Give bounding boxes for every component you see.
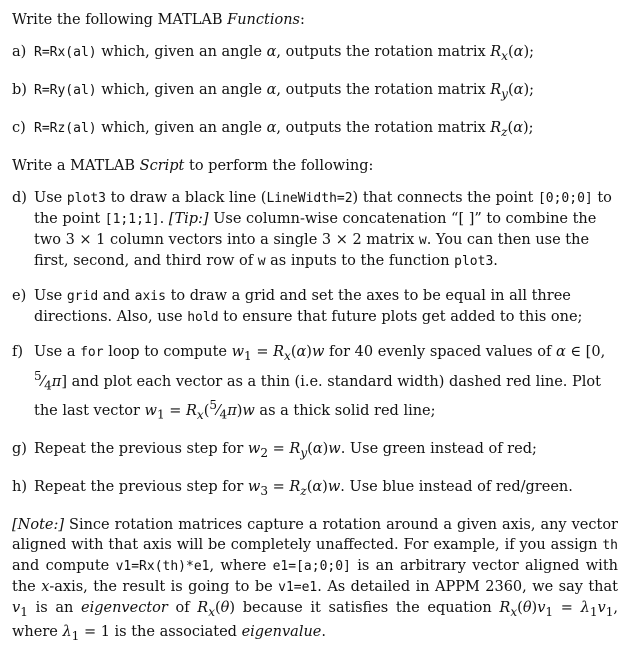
item-h bbox=[12, 477, 618, 501]
item-e-text: Use grid and axis to draw a grid and set the axes to be equal in all three directions. Also, use hold to ensure that future plots get added to this one; bbox=[34, 287, 583, 325]
item-label: e) bbox=[12, 287, 27, 304]
function-a bbox=[12, 42, 618, 66]
function-b bbox=[12, 80, 618, 104]
item-f-text: Use a for loop to compute $w_1 = R_x(\alpha)w$ for 40 evenly spaced values of α ∈ [0, $^5⁄_4\pi$] and plot each vector as a thin (i.e. standard width) dashed red line. Plot the last vector $w_1$ = $R_x(^5⁄_4\pi)w$ as a thick solid red line; bbox=[34, 343, 606, 422]
item-label: g) bbox=[12, 441, 27, 457]
note-paragraph: [Note:] Since rotation matrices capture a rotation around a given axis, any vector aligned with that axis will be completely unaffected. For example, if you assign th and compute v1=Rx(th)*e1, where e1=[a;0;0] is an arbitrary vector aligned with the x-axis, the result is going to be v1=e1. As detailed in APPM 2360, we say that $v_1$ is an eigenvector of $R_x(\theta)$ because it satisfies the equation $R_x(\theta)v_1 = \lambda_1v_1$, where $\lambda_1 = 1$ is the associated eigenvalue. bbox=[12, 516, 619, 643]
function-c-text: R=Rz(al) which, given an angle α, outputs the rotation matrix $R_z(\alpha)$; bbox=[34, 119, 534, 139]
item-label: b) bbox=[12, 81, 27, 98]
item-label: a) bbox=[12, 44, 27, 60]
item-label: f) bbox=[12, 343, 24, 360]
item-h-text: Repeat the previous step for $w_3 = R_z(\alpha)w$. Use blue instead of red/green. bbox=[34, 478, 573, 498]
item-d bbox=[12, 188, 618, 272]
function-a-text: R=Rx(al) which, given an angle α, outputs the rotation matrix $R_x(\alpha)$; bbox=[34, 44, 534, 63]
item-label: d) bbox=[12, 189, 27, 206]
item-f bbox=[12, 342, 618, 425]
item-d-text: Use plot3 to draw a black line (LineWidth=2) that connects the point [0;0;0] to the point [1;1;1]. [Tip:] Use column-wise concatenation “[ ]” to combine the two 3 × 1 column vectors into a single 3 × 2 matrix w. You can then use the first, second, and third row of w as inputs to the function plot3. bbox=[34, 189, 612, 269]
function-c bbox=[12, 118, 618, 142]
document bbox=[12, 10, 618, 646]
script-header: Write a MATLAB Script to perform the following: bbox=[12, 157, 374, 174]
item-g bbox=[12, 439, 618, 463]
item-label: c) bbox=[12, 119, 26, 136]
item-label: h) bbox=[12, 478, 27, 495]
item-e bbox=[12, 286, 618, 328]
functions-header: Write the following MATLAB Functions: bbox=[12, 12, 305, 28]
function-b-text: R=Ry(al) which, given an angle α, outputs the rotation matrix $R_y(\alpha)$; bbox=[34, 81, 535, 101]
item-g-text: Repeat the previous step for $w_2 = R_y(\alpha)w$. Use green instead of red; bbox=[34, 441, 537, 460]
